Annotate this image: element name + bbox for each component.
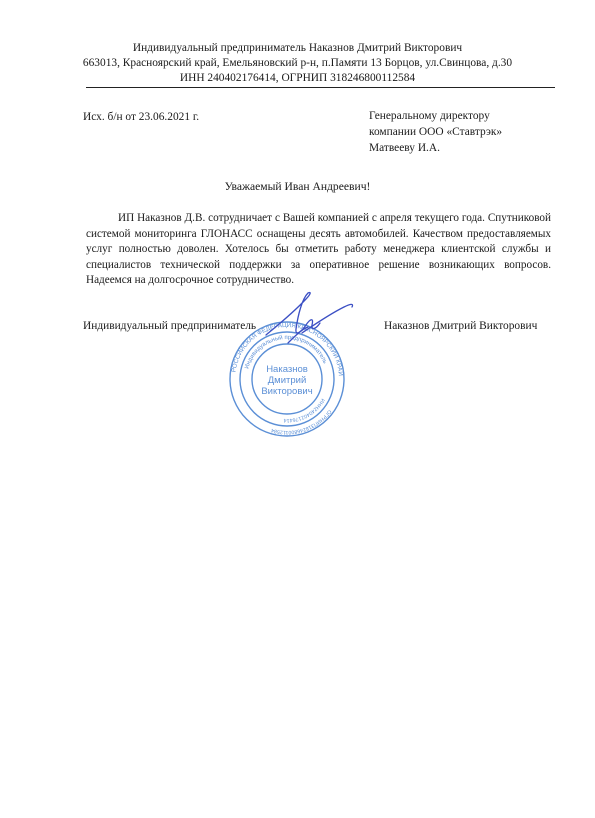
- stamp-ring-inner-text: Индивидуальный предприниматель: [244, 334, 328, 370]
- letterhead-address: 663013, Красноярский край, Емельяновский р-н, п.Памяти 13 Борцов, ул.Свинцова, д.30: [82, 57, 513, 69]
- stamp-ring-outer-text: РОССИЙСКАЯ ФЕДЕРАЦИЯ КРАСНОЯРСКИЙ КРАЙ: [230, 321, 344, 377]
- handwritten-signature: [258, 285, 358, 351]
- letterhead-registration: ИНН 240402176414, ОГРНИП 318246800112584: [179, 72, 416, 84]
- stamp-ring-ogrnip-text: ОГРНИП318246800112584: [270, 408, 333, 436]
- letter-body: [86, 211, 551, 289]
- stamp-center-line-2: Дмитрий: [267, 375, 307, 386]
- addressee-position: Генеральному директору: [369, 110, 490, 122]
- stamp-ring-inn-text: ИНН240402176414: [283, 397, 326, 424]
- letterhead-divider: [86, 87, 555, 88]
- signatory-title: Индивидуальный предприниматель: [83, 320, 257, 332]
- letterhead-name: Индивидуальный предприниматель Наказнов Дмитрий Викторович: [132, 42, 463, 54]
- stamp-center-line-3: Викторович: [261, 386, 313, 397]
- signatory-name: Наказнов Дмитрий Викторович: [384, 320, 538, 332]
- outgoing-reference: Исх. б/н от 23.06.2021 г.: [83, 111, 200, 123]
- addressee-name: Матвееву И.А.: [369, 142, 440, 154]
- stamp-center-line-1: Наказнов: [266, 364, 308, 375]
- addressee-block: [369, 108, 502, 156]
- greeting: Уважаемый Иван Андреевич!: [224, 180, 371, 193]
- addressee-company: компании ООО «Ставтрэк»: [369, 126, 503, 138]
- letterhead: [0, 41, 595, 86]
- letter-paragraph: ИП Наказнов Д.В. сотрудничает с Вашей компанией с апреля текущего года. Спутниковой системой мониторинга ГЛОНАСС оснащены десять автомобилей. Качеством предоставляемых услуг полностью доволен. Хотелось бы отметить работу менеджера клиентской службы и специалистов технической поддержки за оперативное решение возникающих вопросов. Надеемся на долгосрочное сотрудничество.: [86, 212, 551, 286]
